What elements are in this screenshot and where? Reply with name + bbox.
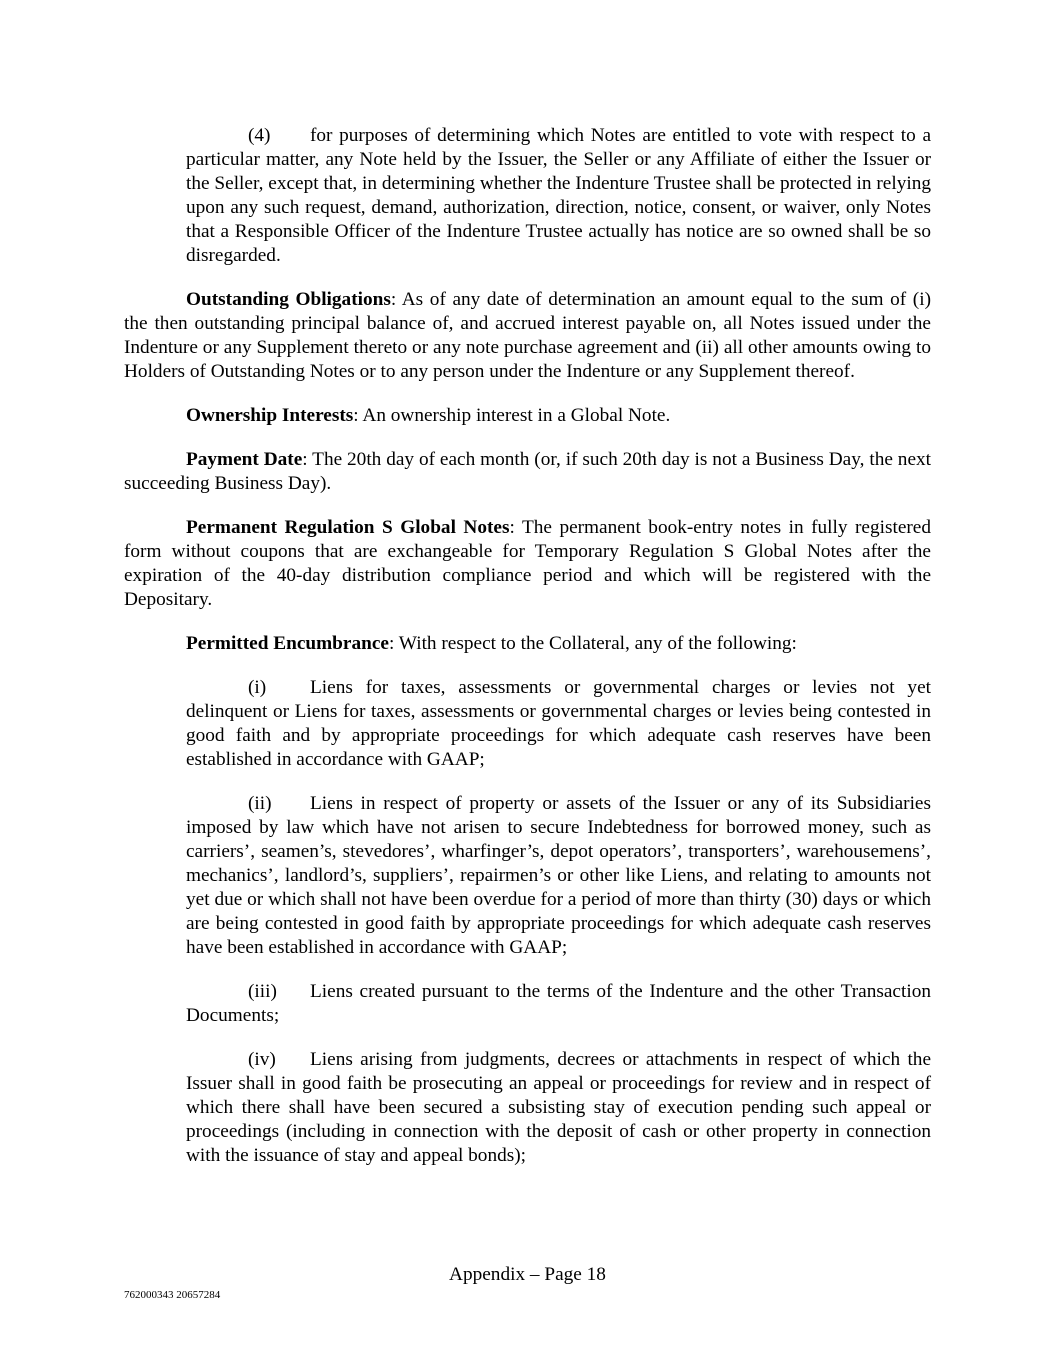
list-item-text: for purposes of determining which Notes are entitled to vote with respect to a particular matter, any Note held by the Issuer, the Seller or any Affiliate of either the Issuer or the Seller, except that, in determining whether the Indenture Trustee shall be protected in relying upon any such request, demand, authorization, direction, notice, consent, or waiver, only Notes that a Responsible Officer of the Indenture Trustee actually has notice are so owned shall be so disregarded.: [186, 125, 931, 266]
document-id: 762000343 20657284: [124, 1289, 221, 1301]
definition-outstanding-obligations: [124, 288, 931, 384]
definition-text: : With respect to the Collateral, any of the following:: [388, 633, 797, 654]
list-item-text: Liens in respect of property or assets of the Issuer or any of its Subsidiaries imposed by law which have not arisen to secure Indebtedness for borrowed money, such as carriers’, seamen’s, stevedores’, wharfinger’s, depot operators’, transporters’, warehousemens’, mechanics’, landlord’s, suppliers’, repairmen’s or other like Liens, and relating to amounts not yet due or which shall not have been overdue for a period of more than thirty (30) days or which are being contested in good faith by appropriate proceedings for which adequate cash reserves have been established in accordance with GAAP;: [186, 793, 931, 958]
definition-permitted-encumbrance: [124, 632, 931, 656]
list-marker: (iv): [248, 1049, 276, 1070]
document-body: [124, 124, 931, 1168]
definition-term: Permitted Encumbrance: [186, 633, 389, 654]
list-marker: (i): [248, 677, 267, 698]
list-item-text: Liens created pursuant to the terms of the Indenture and the other Transaction Documents;: [186, 981, 931, 1026]
list-item-4: [186, 124, 931, 268]
definition-term: Outstanding Obligations: [186, 289, 391, 310]
definition-text: : An ownership interest in a Global Note.: [353, 405, 671, 426]
definition-term: Permanent Regulation S Global Notes: [186, 517, 510, 538]
list-item-text: Liens for taxes, assessments or governmental charges or levies not yet delinquent or Liens for taxes, assessments or governmental charges or levies being contested in good faith and by appropriate proceedings for which adequate cash reserves have been established in accordance with GAAP;: [186, 677, 931, 770]
definition-text: : The permanent book-entry notes in fully registered form without coupons that are exchangeable for Temporary Regulation S Global Notes after the expiration of the 40-day distribution compliance period and which will be registered with the Depositary.: [124, 517, 931, 610]
list-marker: (4): [248, 125, 271, 146]
list-item-iv: [186, 1048, 931, 1168]
definition-term: Ownership Interests: [186, 405, 354, 426]
definition-ownership-interests: [124, 404, 931, 428]
definition-payment-date: [124, 448, 931, 496]
list-item-i: [186, 676, 931, 772]
list-marker: (ii): [248, 793, 272, 814]
definition-text: : As of any date of determination an amount equal to the sum of (i) the then outstanding principal balance of, and accrued interest payable on, all Notes issued under the Indenture or any Supplement thereto or any note purchase agreement and (ii) all other amounts owing to Holders of Outstanding Notes or to any person under the Indenture or any Supplement thereof.: [124, 289, 932, 382]
definition-permanent-regulation-s-global-notes: [124, 516, 931, 612]
list-item-ii: [186, 792, 931, 960]
definition-term: Payment Date: [186, 449, 303, 470]
list-item-text: Liens arising from judgments, decrees or attachments in respect of which the Issuer shall in good faith be prosecuting an appeal or proceedings for review and in respect of which there shall have been secured a subsisting stay of execution pending such appeal or proceedings (including in connection with the deposit of cash or other property in connection with the issuance of stay and appeal bonds);: [186, 1049, 931, 1166]
list-item-iii: [186, 980, 931, 1028]
definition-text: : The 20th day of each month (or, if such 20th day is not a Business Day, the next succeeding Business Day).: [124, 449, 931, 494]
page-footer-label: Appendix – Page 18: [449, 1264, 606, 1285]
list-marker: (iii): [248, 981, 277, 1002]
